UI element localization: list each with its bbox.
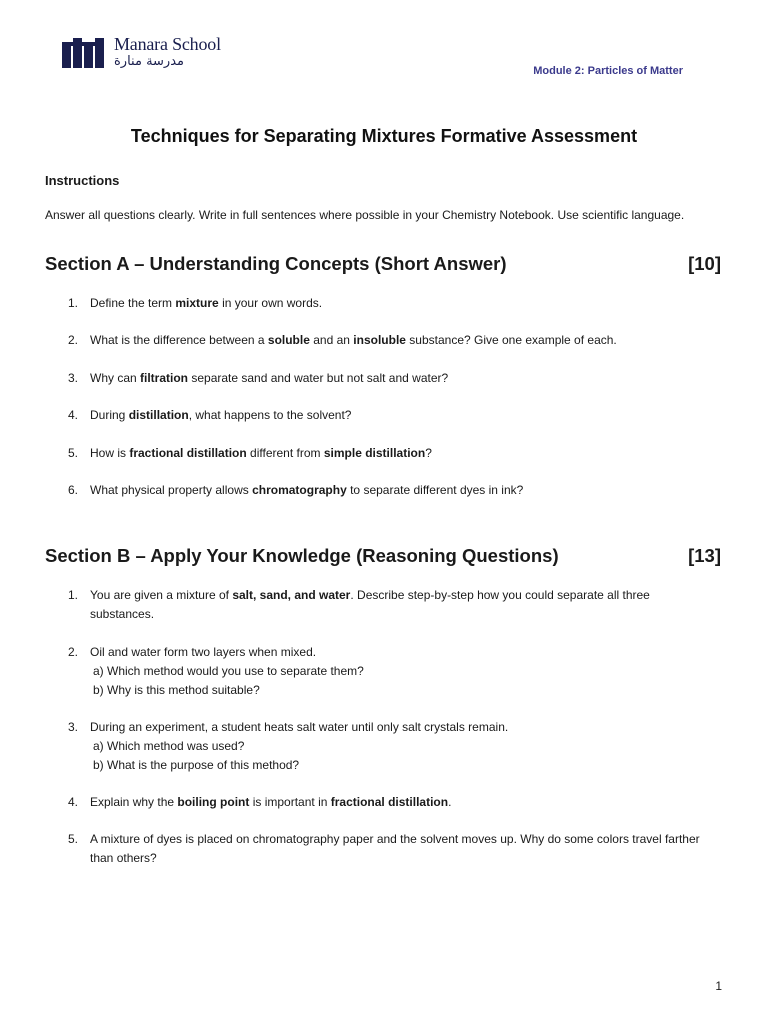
sub-question: b) Why is this method suitable?	[93, 683, 260, 697]
question-number: 1.	[68, 588, 79, 602]
question-text-part: Why can	[90, 371, 141, 385]
module-label: Module 2: Particles of Matter	[533, 65, 683, 77]
question-text	[90, 369, 700, 388]
question-number: 4.	[68, 408, 79, 422]
section-a-marks: [10]	[688, 253, 721, 274]
key-term: insoluble	[353, 333, 406, 347]
key-term: distillation	[128, 408, 189, 422]
question-text-part: , what happens to the solvent?	[188, 408, 352, 422]
question-number: 3.	[68, 720, 79, 734]
question-text	[90, 444, 700, 463]
instructions-heading: Instructions	[45, 173, 120, 188]
page-number: 1	[715, 979, 722, 993]
question-text	[90, 643, 700, 700]
question-text-part: .	[448, 795, 452, 809]
question-number: 5.	[68, 832, 79, 846]
key-term: simple distillation	[323, 446, 426, 460]
key-term: soluble	[267, 333, 310, 347]
question-text	[90, 718, 700, 775]
school-name: Manara School	[114, 34, 221, 54]
question-number: 6.	[68, 483, 79, 497]
manara-logo-icon	[62, 38, 108, 68]
sub-question: b) What is the purpose of this method?	[93, 758, 300, 772]
school-name-arabic: مدرسة منارة	[114, 54, 184, 69]
section-b-heading	[45, 545, 721, 567]
question-text-part: ?	[425, 446, 432, 460]
question-text-part: You are given a mixture of	[90, 588, 233, 602]
sub-question: a) Which method would you use to separate them?	[93, 664, 364, 678]
question-text-part: Explain why the	[90, 795, 178, 809]
question-text	[90, 481, 700, 500]
question-number: 5.	[68, 446, 79, 460]
question-text-part: different from	[246, 446, 324, 460]
section-b-marks: [13]	[688, 545, 721, 566]
question-number: 2.	[68, 645, 79, 659]
section-b-title: Section B – Apply Your Knowledge (Reasoning Questions)	[45, 545, 559, 566]
question-text-part: During an experiment, a student heats salt water until only salt crystals remain.	[90, 720, 509, 734]
key-term: salt, sand, and water	[232, 588, 351, 602]
question-text-part: A mixture of dyes is placed on chromatography paper and the solvent moves up. Why do some colors travel farther than others?	[90, 832, 700, 865]
key-term: fractional distillation	[129, 446, 247, 460]
question-number: 4.	[68, 795, 79, 809]
question-text-part: substance? Give one example of each.	[405, 333, 617, 347]
question-text-part: What physical property allows	[90, 483, 253, 497]
question-text-part: . Describe step-by-step how you could separate all three substances.	[90, 588, 650, 621]
question-text	[90, 830, 700, 868]
question-text-part: to separate different dyes in ink?	[346, 483, 524, 497]
question-text-part: Oil and water form two layers when mixed.	[90, 645, 317, 659]
question-text-part: What is the difference between a	[90, 333, 268, 347]
section-a-title: Section A – Understanding Concepts (Short Answer)	[45, 253, 507, 274]
sub-question: a) Which method was used?	[93, 739, 245, 753]
question-text-part: During	[90, 408, 129, 422]
question-text	[90, 294, 700, 313]
key-term: mixture	[175, 296, 219, 310]
question-text	[90, 793, 700, 812]
question-number: 2.	[68, 333, 79, 347]
question-text-part: is important in	[249, 795, 331, 809]
instructions-text: Answer all questions clearly. Write in full sentences where possible in your Chemistry Notebook. Use scientific language.	[45, 208, 685, 222]
document-title: Techniques for Separating Mixtures Formative Assessment	[130, 126, 638, 146]
question-text	[90, 406, 700, 425]
question-text-part: Define the term	[90, 296, 176, 310]
section-a-heading	[45, 253, 721, 275]
question-number: 1.	[68, 296, 79, 310]
question-text	[90, 331, 700, 350]
question-text-part: How is	[90, 446, 130, 460]
key-term: boiling point	[177, 795, 250, 809]
key-term: fractional distillation	[330, 795, 449, 809]
key-term: chromatography	[252, 483, 347, 497]
question-text	[90, 586, 700, 624]
question-number: 3.	[68, 371, 79, 385]
key-term: filtration	[140, 371, 189, 385]
question-text-part: separate sand and water but not salt and water?	[188, 371, 449, 385]
school-logo	[62, 34, 232, 70]
question-text-part: in your own words.	[218, 296, 323, 310]
question-text-part: and an	[309, 333, 354, 347]
